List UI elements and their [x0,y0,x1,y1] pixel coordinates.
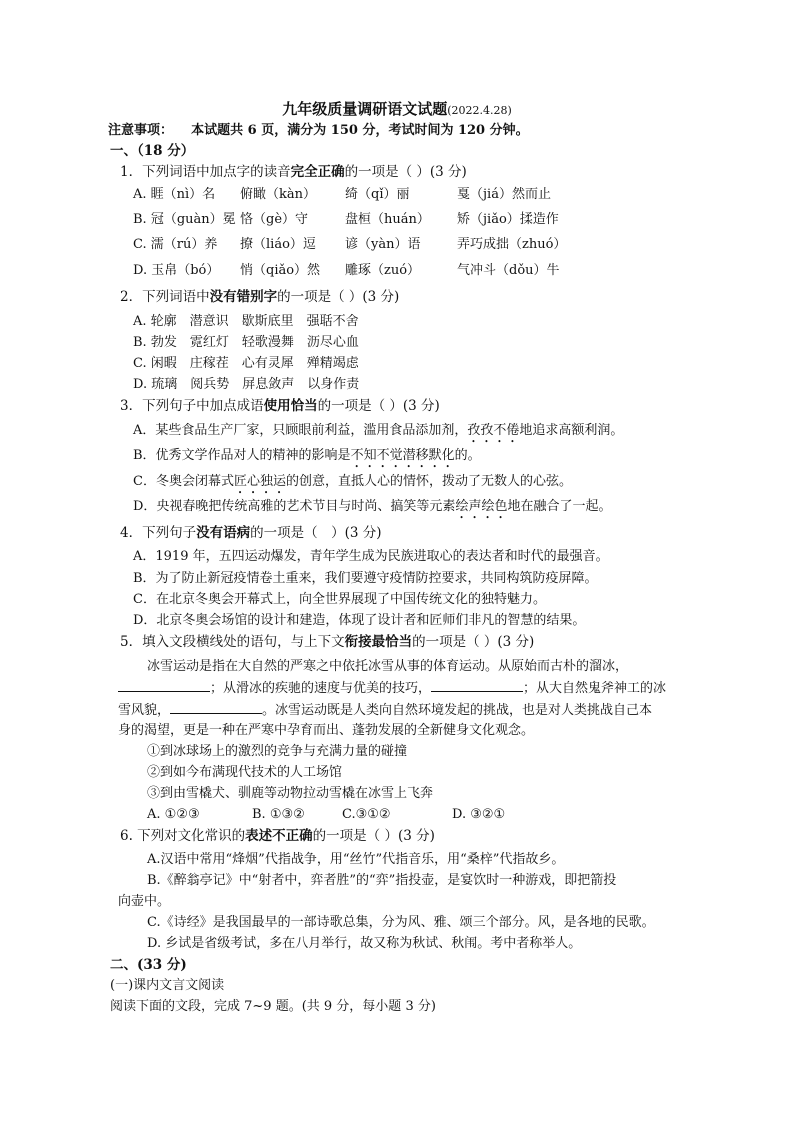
option-cell: 矫（jiǎo）揉造作 [457,212,559,227]
q3-option-d [133,498,611,522]
notice [108,122,529,140]
option-cell: 雕琢（zuó） [345,263,421,278]
question-text: 的一项是（ ）(3 分) [412,634,535,650]
option-text: 地追求高额利润。 [519,423,624,438]
q2-option-d: D. 琉璃 阅兵势 屏息敛声 以身作责 [133,377,360,392]
fill-blank-1[interactable] [118,679,210,692]
choice: A. ①②③ [147,807,200,822]
q6-option-d: D. 乡试是省级考试，多在八月举行，故又称为秋试、秋闱。考中者称举人。 [147,936,582,951]
q5-passage-line-3 [118,701,652,720]
option-cell: 恪（gè）守 [240,212,309,227]
option-cell: 戛（jiá）然而止 [457,187,551,202]
q5-item-2: ②到如今布满现代技术的人工场馆 [147,765,343,780]
title-date: (2022.4.28) [447,104,512,117]
option-cell: D. 玉帛（bó） [133,263,220,278]
q5-passage-line-2 [118,679,666,698]
option-cell: 俯瞰（kàn） [240,187,317,202]
fill-blank-3[interactable] [170,701,262,714]
passage-text: ；从滑冰的疾驰的速度与优美的技巧， [210,681,432,696]
option-text: C．冬奥会闭幕式 [133,474,234,489]
section-2-heading: 二、(33 分) [110,957,187,973]
question-text: 6. 下列对文化常识的 [120,828,246,844]
question-text: 5．填入文段横线处的语句，与上下文 [120,634,345,650]
option-cell: B. 冠（guàn）冕 [133,212,236,227]
q6-option-b: B.《醉翁亭记》中“射者中，弈者胜”的“弈”指投壶，是宴饮时一种游戏，即把箭投 [147,873,617,888]
option-cell: 气冲斗（dǒu）牛 [457,263,560,278]
option-text: B．优秀文学作品对人的精神的影响是 [133,448,351,463]
passage-text: 雪风貌， [118,703,171,718]
question-text: 的一项是（ ）(3 分) [317,398,440,414]
q2-option-a: A. 轮廓 潜意识 歇斯底里 强聒不舍 [133,314,359,329]
section-1-heading: 一、（18 分） [110,143,195,159]
option-cell: 盘桓（huán） [345,212,430,227]
q6-option-a: A.汉语中常用“烽烟”代指战争，用“丝竹”代指音乐，用“桑梓”代指故乡。 [147,852,565,867]
question-emphasis: 没有错别字 [209,289,278,305]
q6-option-c: C.《诗经》是我国最早的一部诗歌总集，分为风、雅、颂三个部分。风，是各地的民歌。 [147,915,655,930]
q3-option-c [133,473,572,497]
question-text: 的一项是（ ）(3 分) [312,828,435,844]
q6-option-b-cont: 向壶中。 [118,894,171,909]
subsection-heading: (一)课内文言文阅读 [110,978,225,993]
option-cell: 悄（qiǎo）然 [240,263,321,278]
q3-option-b [133,447,481,471]
fill-blank-2[interactable] [431,679,523,692]
question-5 [120,633,534,651]
passage-text: 。冰雪运动既是人类向自然环境发起的挑战，也是对人类挑战自己本 [262,703,653,718]
question-emphasis: 表述不正确 [245,828,313,844]
choice: B. ①③② [252,807,305,822]
option-cell: C. 濡（rú）养 [133,237,218,252]
question-text: 的一项是（ ）(3 分) [344,164,467,180]
question-text: 2．下列词语中 [120,289,210,305]
question-text: 4．下列句子 [120,525,197,541]
q2-option-c: C. 闲暇 庄稼茬 心有灵犀 殚精竭虑 [133,356,359,371]
q5-item-3: ③到由雪橇犬、驯鹿等动物拉动雪橇在冰雪上飞奔 [147,786,434,801]
q5-passage-line-1: 冰雪运动是指在大自然的严寒之中依托冰雪从事的体育运动。从原始而古朴的溜冰， [147,659,629,674]
q4-option-d: D．北京冬奥会场馆的设计和建造，体现了设计者和匠师们非凡的智慧的结果。 [133,613,586,628]
question-1 [120,163,467,181]
q4-option-a: A．1919 年，五四运动爆发，青年学生成为民族进取心的表达者和时代的最强音。 [133,549,609,564]
question-3 [120,397,440,415]
question-2 [120,288,399,306]
option-cell: 撩（liáo）逗 [240,237,316,252]
option-cell: 谚（yàn）语 [345,237,421,252]
choice: D. ③②① [452,807,506,822]
option-text: 地在融合了一起。 [507,499,612,514]
option-cell: 弄巧成拙（zhuó） [457,237,567,252]
choice: C.③①② [342,807,391,822]
option-cell: 绮（qǐ）丽 [345,187,410,202]
dotted-idiom: 不知不觉潜移默化 [350,448,455,463]
q4-option-b: B．为了防止新冠疫情卷土重来，我们要遵守疫情防控要求，共同构筑防疫屏障。 [133,571,598,586]
q5-item-1: ①到冰球场上的激烈的竞争与充满力量的碰撞 [147,744,408,759]
q2-option-b: B. 勃发 霓红灯 轻歌漫舞 沥尽心血 [133,335,359,350]
notice-label: 注意事项： [108,123,174,138]
q3-option-a [133,422,623,446]
option-text: D．央视春晚把传统高雅的艺术节目与时尚、搞笑等元素 [133,499,456,514]
dotted-idiom: 匠心独运 [233,474,286,489]
q5-passage-line-4: 身的渴望，更是一种在严寒中孕育而出、蓬勃发展的全新健身文化观念。 [118,723,535,738]
question-text: 1．下列词语中加点字的读音 [120,164,291,180]
question-4 [120,524,382,542]
dotted-idiom: 孜孜不倦 [467,423,520,438]
passage-text: ；从大自然鬼斧神工的冰 [523,681,667,696]
option-cell: A. 睚（nì）名 [133,187,216,202]
question-text: 的一项是（ ）(3 分) [277,289,400,305]
page-title [0,100,794,120]
q4-option-c: C．在北京冬奥会开幕式上，向全世界展现了中国传统文化的独特魅力。 [133,592,546,607]
question-text: 3．下列句子中加点成语 [120,398,264,414]
question-text: 的一项是（ ）(3 分) [250,525,382,541]
question-emphasis: 使用恰当 [263,398,318,414]
question-6 [120,827,435,845]
reading-instruction: 阅读下面的文段，完成 7~9 题。(共 9 分，每小题 3 分) [110,999,436,1014]
question-emphasis: 没有语病 [196,525,251,541]
title-text: 九年级质量调研语文试题 [282,100,448,118]
dotted-idiom: 绘声绘色 [455,499,508,514]
question-emphasis: 完全正确 [290,164,345,180]
option-text: 的。 [454,448,481,463]
question-emphasis: 衔接最恰当 [344,634,413,650]
option-text: 的创意，直抵人心的情怀，拨动了无数人的心弦。 [285,474,572,489]
option-text: A．某些食品生产厂家，只顾眼前利益，滥用食品添加剂， [133,423,468,438]
notice-text: 本试题共 6 页，满分为 150 分，考试时间为 120 分钟。 [191,123,529,138]
